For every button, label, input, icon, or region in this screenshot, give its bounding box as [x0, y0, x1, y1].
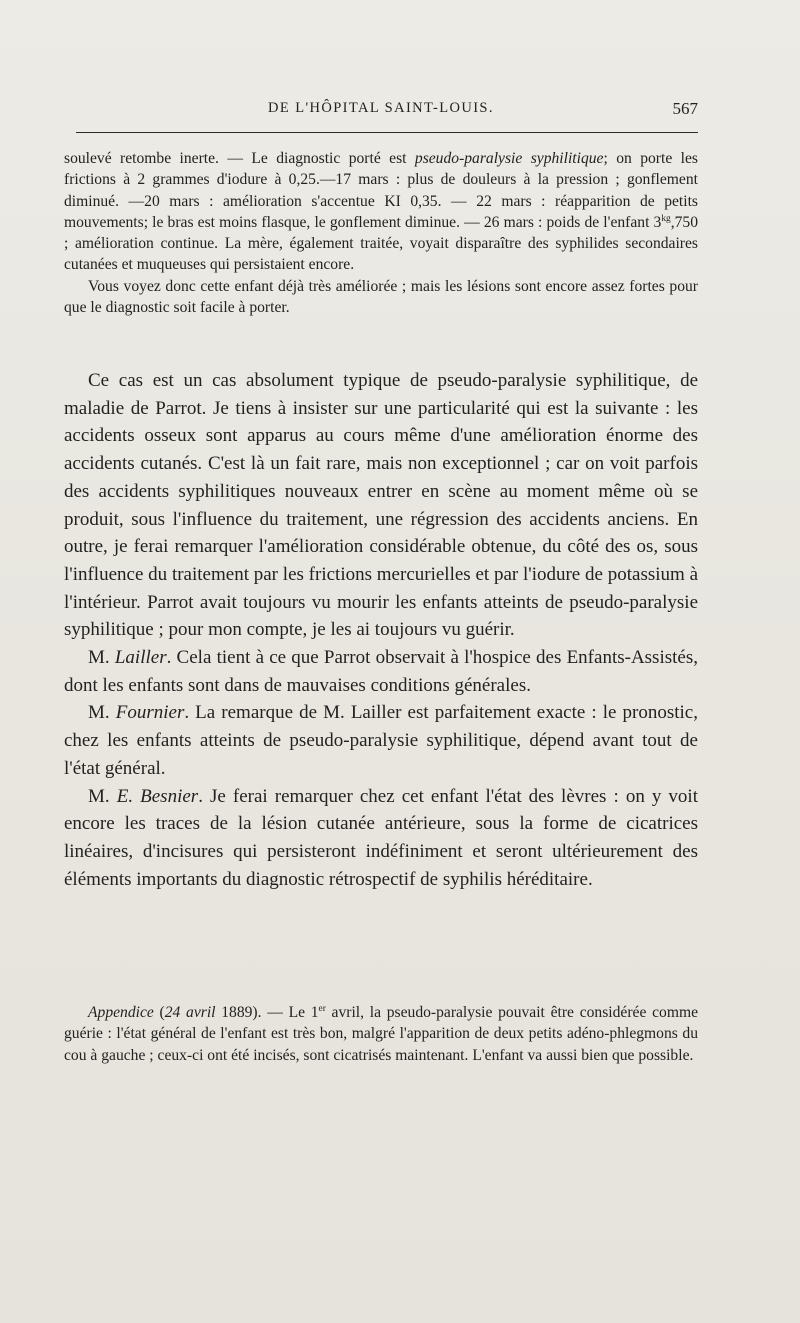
case-notes-text-a: soulevé retombe inerte. — Le diagnostic porté est	[64, 150, 415, 167]
appendix-year: 1889). — Le 1	[215, 1004, 319, 1021]
speaker-prefix: M.	[88, 702, 116, 724]
case-notes	[64, 148, 698, 318]
speaker-text-besnier: . Je ferai remarquer chez cet enfant l'état des lèvres : on y voit encore les traces de la lésion cutanée antérieure, sous la forme de cicatrices linéaires, d'incisures qui persisteront indéfiniment et seront ultérieurement des éléments importants du diagnostic rétrospectif de syphilis héréditaire.	[64, 785, 698, 890]
speaker-name-fournier: Fournier	[115, 702, 185, 724]
page-header	[64, 100, 698, 130]
speaker-name-besnier: E. Besnier	[116, 785, 199, 807]
header-rule	[76, 132, 698, 133]
appendix-date-open: (	[153, 1004, 165, 1021]
case-notes-paragraph	[64, 148, 698, 276]
appendix-label: Appendice	[88, 1004, 154, 1021]
discussion-paragraph-fournier	[64, 699, 698, 782]
running-head: DE L'HÔPITAL SAINT-LOUIS.	[268, 100, 494, 116]
speaker-prefix: M.	[88, 647, 115, 669]
case-notes-text-b: ; on porte les frictions à 2 grammes d'iodure à 0,25.—17 mars : plus de douleurs à la pression ; gonflement diminué. —20 mars : amélioration s'accentue KI 0,35. — 22 mars : réapparition de petits mouvements; le bras est moins flasque, le gonflement diminue. — 26 mars : poids de l'enfant 3	[64, 150, 698, 231]
weight-unit: kg	[661, 213, 671, 224]
appendix	[64, 1002, 698, 1066]
appendix-paragraph	[64, 1002, 698, 1066]
speaker-text-lailler: . Cela tient à ce que Parrot observait à l'hospice des Enfants-Assistés, dont les enfants sont dans de mauvaises conditions générales.	[64, 647, 698, 696]
speaker-prefix: M.	[88, 785, 117, 807]
discussion	[64, 367, 698, 893]
speaker-text-fournier: . La remarque de M. Lailler est parfaitement exacte : le pronostic, chez les enfants atteints de pseudo-paralysie syphilitique, dépend avant tout de l'état général.	[64, 702, 698, 779]
case-notes-paragraph-2: Vous voyez donc cette enfant déjà très améliorée ; mais les lésions sont encore assez fortes pour que le diagnostic soit facile à porter.	[64, 277, 698, 317]
appendix-text: avril, la pseudo-paralysie pouvait être considérée comme guérie : l'état général de l'enfant est très bon, malgré l'apparition de deux petits adéno-phlegmons du cou à gauche ; ceux-ci ont été incisés, sont cicatrisés maintenant. L'enfant va aussi bien que possible.	[64, 1004, 698, 1064]
discussion-paragraph-1: Ce cas est un cas absolument typique de pseudo-paralysie syphilitique, de maladie de Parrot. Je tiens à insister sur une particularité qui est la suivante : les accidents osseux sont apparus au cours même d'une amélioration énorme des accidents cutanés. C'est là un fait rare, mais non exceptionnel ; car on voit parfois des accidents syphilitiques nouveaux entrer en scène au moment même où se produit, sous l'influence du traitement, une régression des accidents anciens. En outre, je ferai remarquer l'amélioration considérable obtenue, du côté des os, sous l'influence du traitement par les frictions mercurielles et par l'iodure de potassium à l'intérieur. Parrot avait toujours vu mourir les enfants atteints de pseudo-paralysie syphilitique ; pour mon compte, je les ai toujours vu guérir.	[64, 370, 698, 641]
appendix-ordinal: er	[318, 1003, 326, 1014]
case-notes-text-c: ,750 ; amélioration continue. La mère, également traitée, voyait disparaître des syphilides secondaires cutanées et muqueuses qui persistaient encore.	[64, 213, 698, 274]
appendix-date: 24 avril	[164, 1004, 216, 1021]
page-number: 567	[672, 99, 698, 118]
speaker-name-lailler: Lailler	[114, 647, 167, 669]
discussion-paragraph-besnier	[64, 783, 698, 894]
discussion-paragraph-lailler	[64, 644, 698, 699]
diagnosis-italic: pseudo-paralysie syphilitique	[414, 150, 604, 167]
